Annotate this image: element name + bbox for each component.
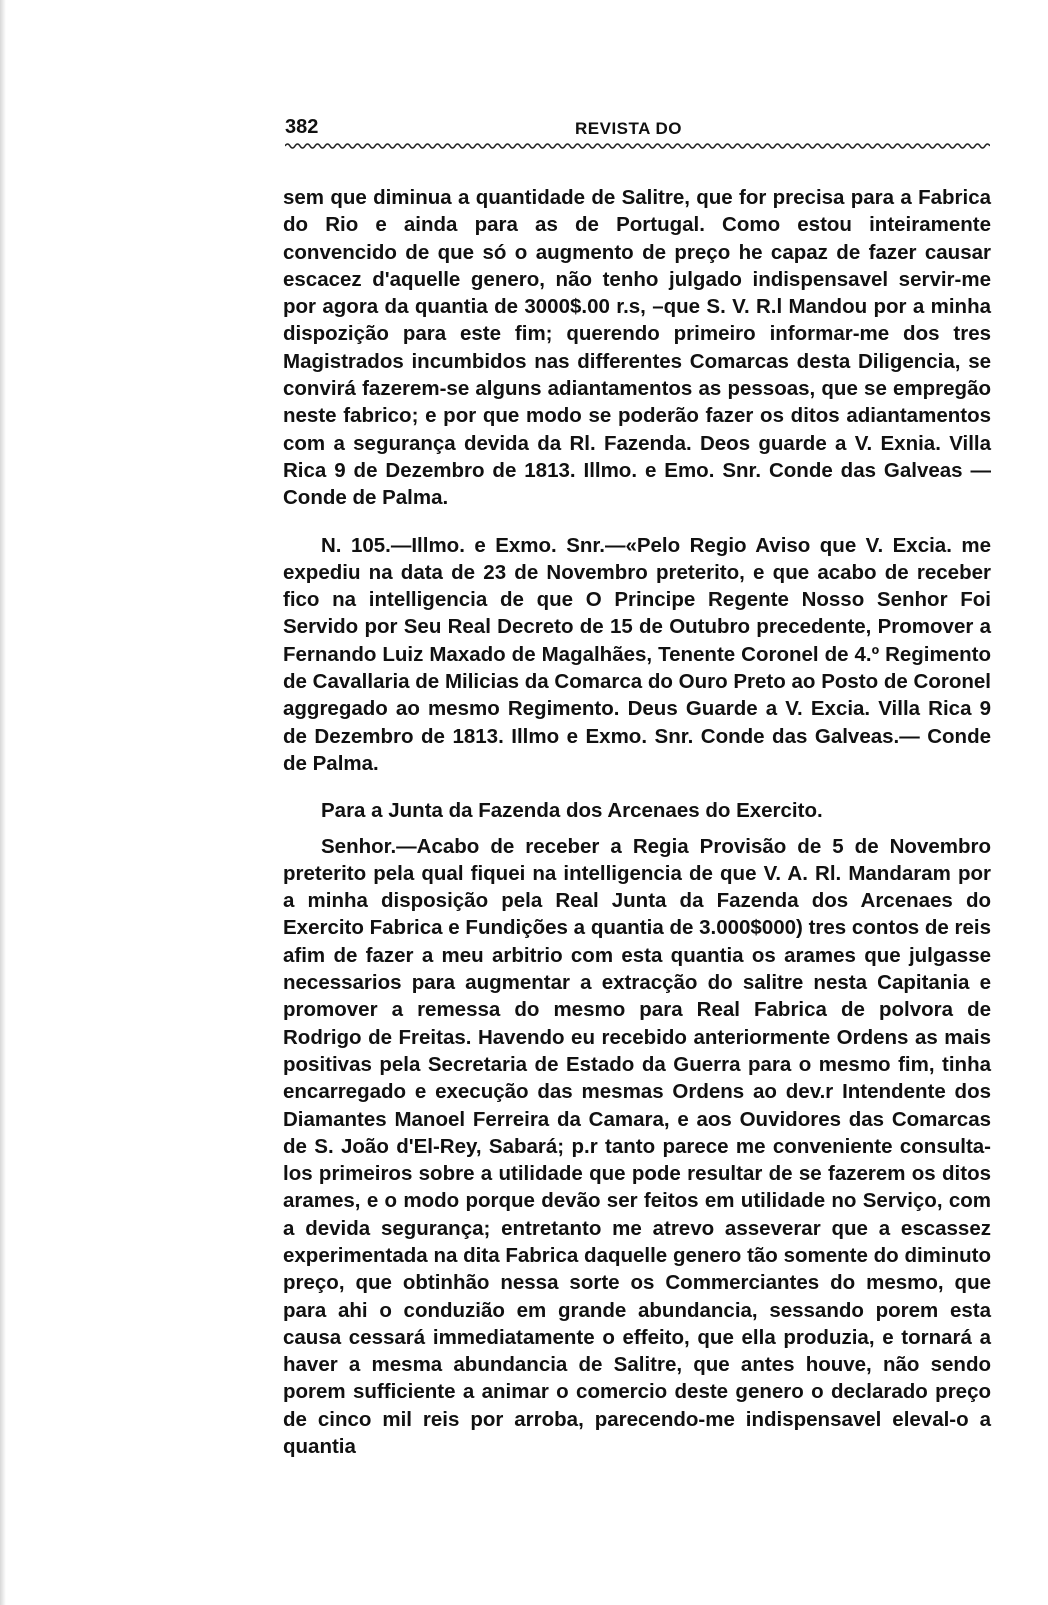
body-text: [283, 184, 991, 1460]
paragraph-senhor-letter: Senhor.—Acabo de receber a Regia Provisão de 5 de Novembro preterito pela qual fiquei na intelligencia de que V. A. Rl. Mandaram por a minha disposição pela Real Junta da Fazenda dos Arcenaes do Exercito Fabrica e Fundições a quantia de 3.000$000) tres contos de reis afim de fazer a meu arbitrio com esta quantia os arames que julgasse necessarios para augmentar a extracção do salitre nesta Capitania e promover a remessa do mesmo para Real Fabrica de polvora de Rodrigo de Freitas. Havendo eu recebido anteriormente Ordens as mais positivas pela Secretaria de Estado da Guerra para o mesmo fim, tinha encarregado e execução das mesmas Ordens ao dev.r Intendente dos Diamantes Manoel Ferreira da Camara, e aos Ouvidores das Comarcas de S. João d'El-Rey, Sabará; p.r tanto parece me conveniente consulta-los primeiros sobre a utilidade que pode resultar de se fazerem os ditos arames, e o modo porque devão ser feitos em utilidade no Serviço, com a devida segurança; entretanto me atrevo asseverar que a escassez experimentada na dita Fabrica daquelle genero tão somente do diminuto preço, que obtinhão nessa sorte os Commerciantes do mesmo, que para ahi o conduzião em grande abundancia, sessando porem esta causa cessará immediatamente o effeito, que ella produzia, e tornará a haver a mesma abundancia de Salitre, que antes houve, não sendo porem sufficiente a animar o comercio deste genero o declarado preço de cinco mil reis por arroba, parecendo-me indispensavel eleval-o a quantia: [283, 834, 991, 1459]
page-scan-edge: [0, 0, 6, 1605]
paragraph-address-heading: Para a Junta da Fazenda dos Arcenaes do Exercito.: [321, 799, 823, 823]
page-number: 382: [285, 116, 319, 138]
paragraph-letter-continuation: sem que diminua a quantidade de Salitre, que for precisa para a Fabrica do Rio e ainda para as de Portugal. Como estou inteiramente convencido de que só o augmento de preço he capaz de fazer causar escacez d'aquelle genero, não tenho julgado indispensavel servir-me por agora da quantia de 3000$.00 r.s, –que S. V. R.l Mandou por a minha dispozição para este fim; querendo primeiro informar-me dos tres Magistrados incumbidos nas differentes Comarcas desta Diligencia, se convirá fazerem-se alguns adiantamentos as pessoas, que se empregão neste fabrico; e por que modo se poderão fazer os ditos adiantamentos com a segurança devida da Rl. Fazenda. Deos guarde a V. Exnia. Villa Rica 9 de Dezembro de 1813. Illmo. e Emo. Snr. Conde das Galveas —Conde de Palma.: [283, 186, 991, 510]
header-wavy-rule: [285, 142, 990, 150]
page-header: [285, 112, 990, 140]
running-head: REVISTA DO: [575, 119, 683, 138]
paragraph-n105: N. 105.—Illmo. e Exmo. Snr.—«Pelo Regio Aviso que V. Excia. me expediu na data de 23 de Novembro preterito, e que acabo de receber fico na intelligencia de que O Principe Regente Nosso Senhor Foi Servido por Seu Real Decreto de 15 de Outubro precedente, Promover a Fernando Luiz Maxado de Magalhães, Tenente Coronel de 4.º Regimento de Cavallaria de Milicias da Comarca do Ouro Preto ao Posto de Coronel aggregado ao mesmo Regimento. Deus Guarde a V. Excia. Villa Rica 9 de Dezembro de 1813. Illmo e Exmo. Snr. Conde das Galveas.— Conde de Palma.: [283, 533, 991, 775]
